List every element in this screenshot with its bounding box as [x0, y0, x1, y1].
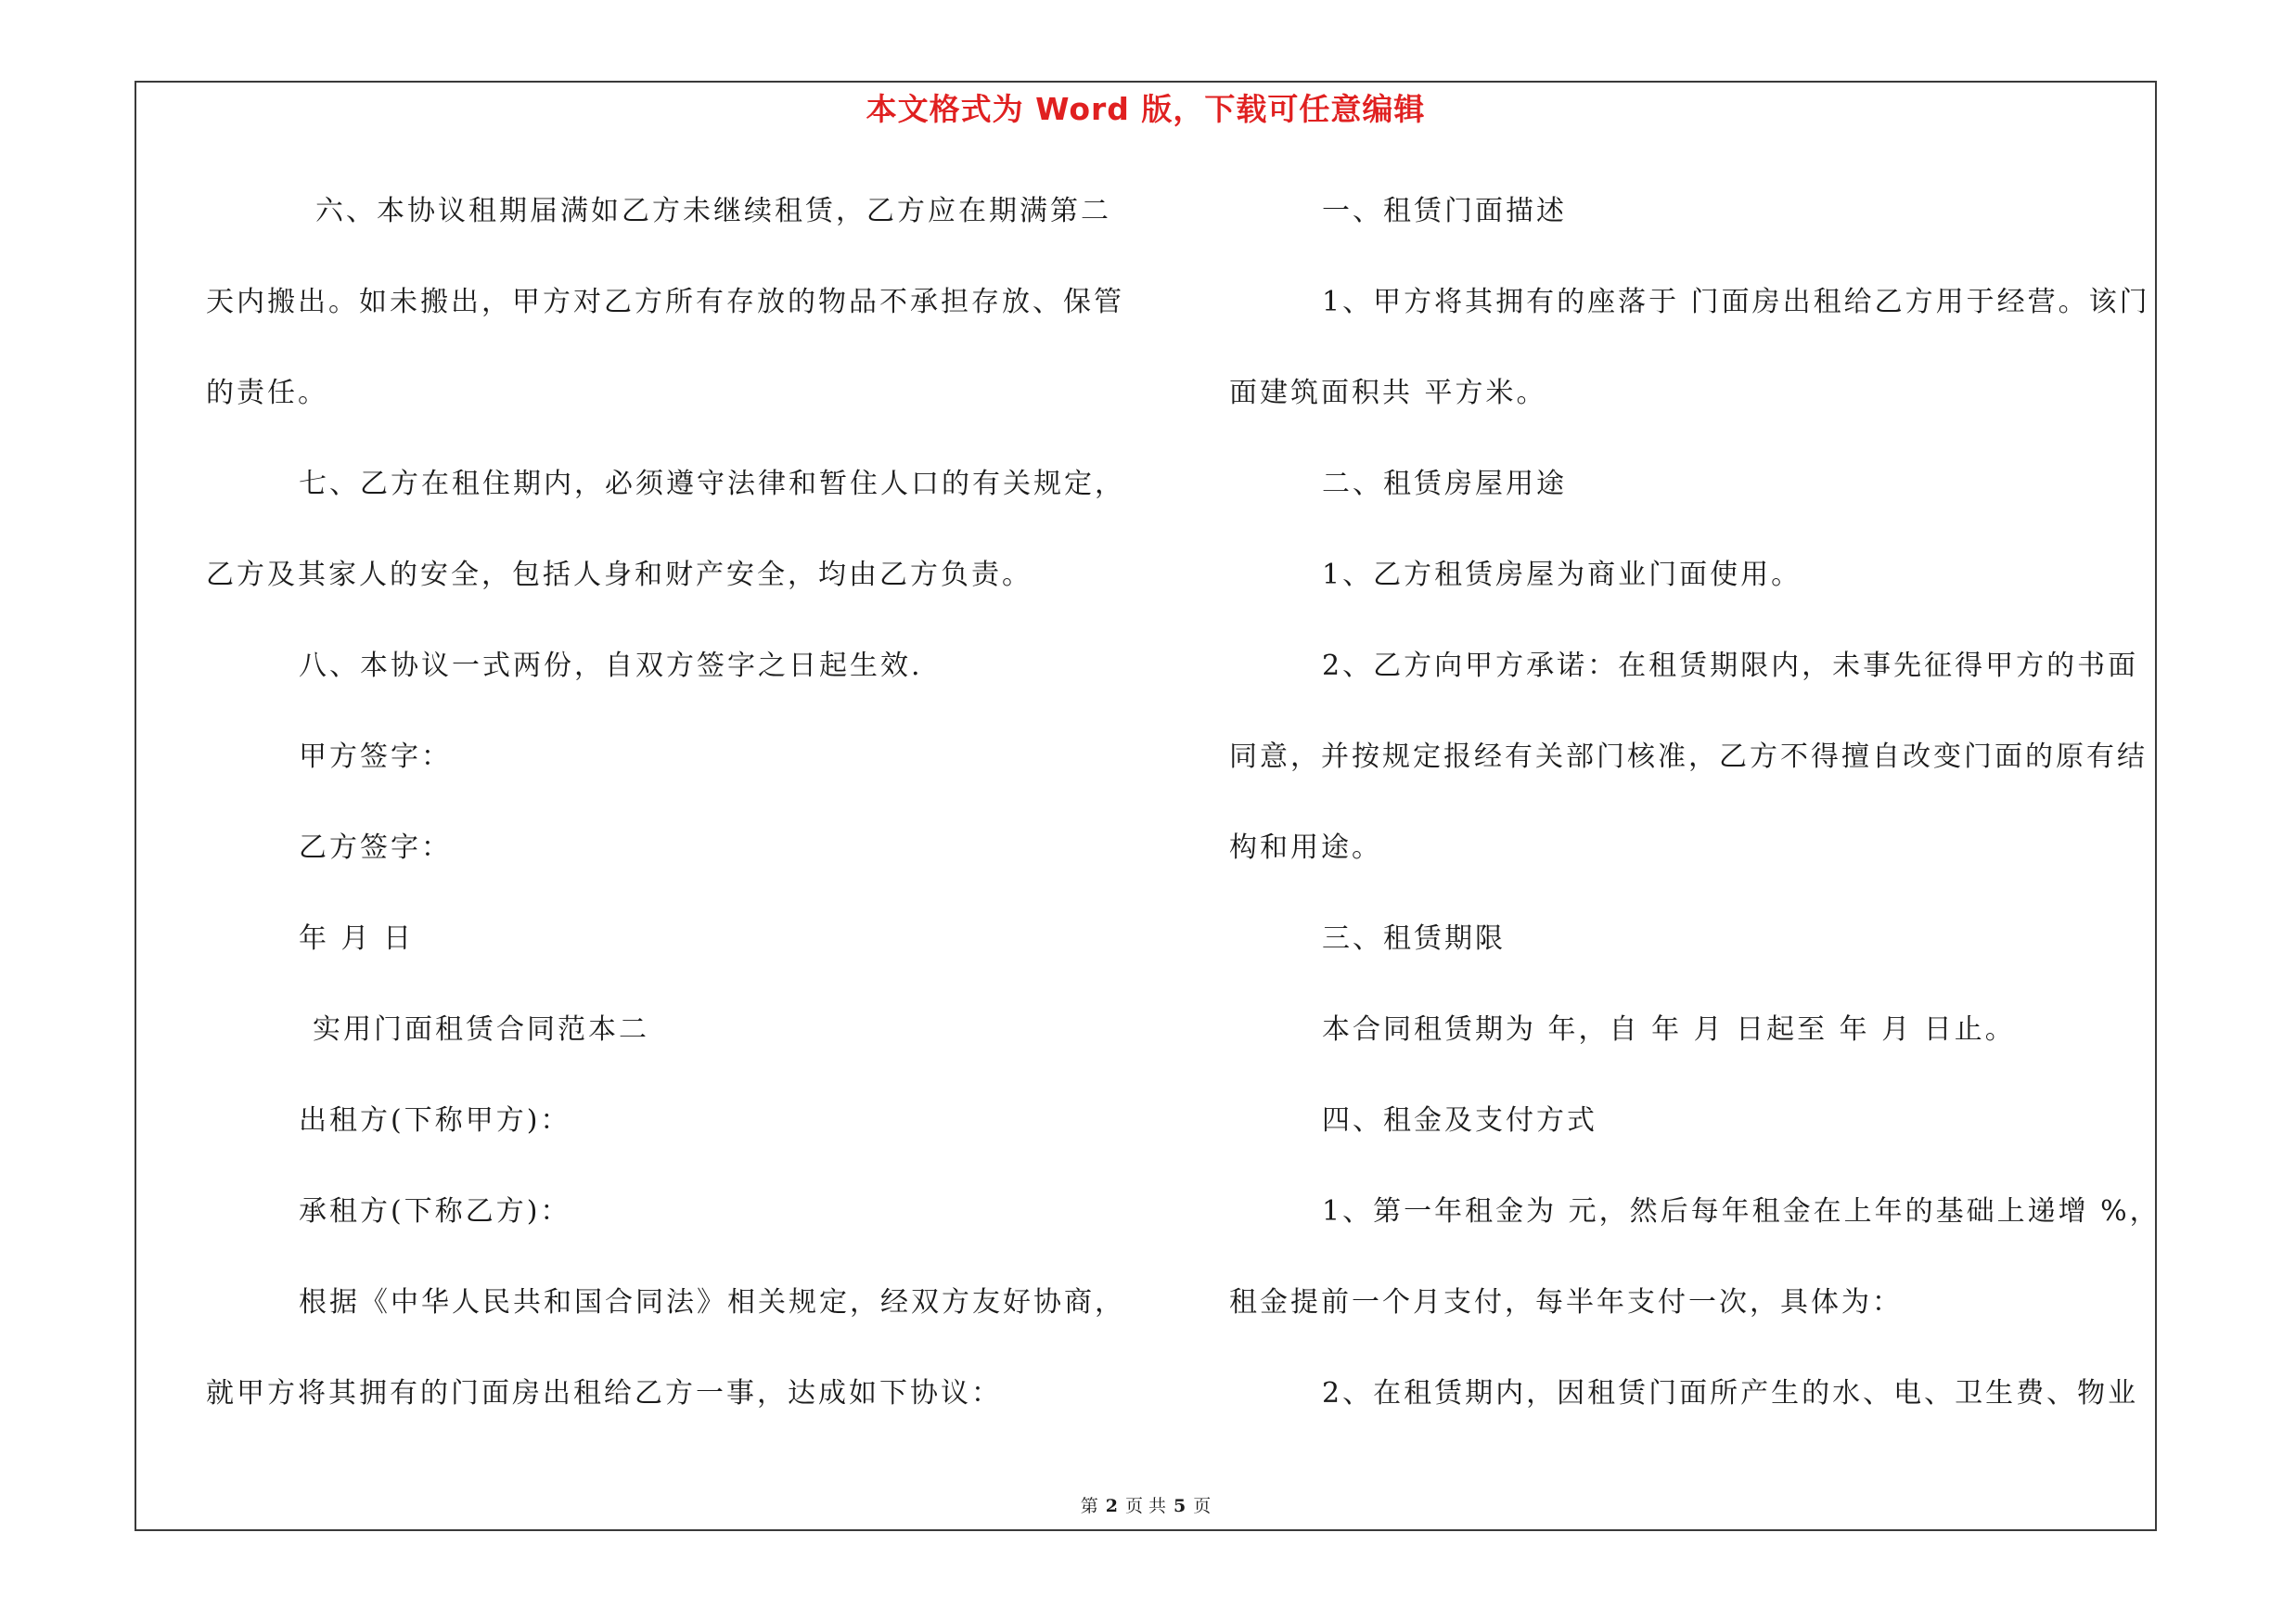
- page-number: 2: [1105, 1496, 1118, 1516]
- section-heading: 三、租赁期限: [1322, 922, 1506, 955]
- lessee-line: 承租方(下称乙方)：: [299, 1195, 571, 1228]
- footer-prefix: 第: [1080, 1496, 1098, 1516]
- right-column: [1229, 184, 2161, 1457]
- section-heading: 四、租金及支付方式: [1322, 1104, 1597, 1137]
- paragraph-line: 租金提前一个月支付，每半年支付一次，具体为：: [1229, 1286, 1903, 1319]
- date-line: 年 月 日: [299, 922, 415, 955]
- paragraph-line: 天内搬出。如未搬出，甲方对乙方所有存放的物品不承担存放、保管: [206, 286, 1124, 318]
- paragraph-line: 1、第一年租金为 元，然后每年租金在上年的基础上递增 %，: [1322, 1195, 2161, 1228]
- paragraph-line: 构和用途。: [1229, 831, 1382, 864]
- section-heading: 二、租赁房屋用途: [1322, 468, 1567, 500]
- section-title: 实用门面租赁合同范本二: [313, 1013, 649, 1046]
- paragraph-line: 2、在租赁期内，因租赁门面所产生的水、电、卫生费、物业: [1322, 1377, 2139, 1410]
- paragraph-line: 同意，并按规定报经有关部门核准，乙方不得擅自改变门面的原有结: [1229, 741, 2148, 773]
- left-column: [206, 184, 1143, 1457]
- signature-label-party-a: 甲方签字：: [299, 741, 452, 773]
- lessor-line: 出租方(下称甲方)：: [299, 1104, 571, 1137]
- paragraph-line: 就甲方将其拥有的门面房出租给乙方一事，达成如下协议：: [206, 1377, 1002, 1410]
- footer-middle: 页 共: [1124, 1496, 1167, 1516]
- paragraph-line: 七、乙方在租住期内，必须遵守法律和暂住人口的有关规定，: [299, 468, 1125, 500]
- paragraph-line: 根据《中华人民共和国合同法》相关规定，经双方友好协商，: [299, 1286, 1125, 1319]
- paragraph-line: 1、甲方将其拥有的座落于 门面房出租给乙方用于经营。该门: [1322, 286, 2150, 318]
- footer-suffix: 页: [1193, 1496, 1212, 1516]
- paragraph-line: 1、乙方租赁房屋为商业门面使用。: [1322, 559, 1802, 591]
- page-footer: [135, 1492, 2157, 1517]
- paragraph-line: 六、本协议租期届满如乙方未继续租赁，乙方应在期满第二: [315, 195, 1111, 227]
- format-notice-banner: 本文格式为 Word 版，下载可任意编辑: [866, 91, 1426, 127]
- section-heading: 一、租赁门面描述: [1322, 195, 1567, 227]
- paragraph-line: 八、本协议一式两份，自双方签字之日起生效.: [299, 650, 923, 682]
- paragraph-line: 乙方及其家人的安全，包括人身和财产安全，均由乙方负责。: [206, 559, 1033, 591]
- paragraph-line: 的责任。: [206, 377, 328, 409]
- paragraph-line: 本合同租赁期为 年，自 年 月 日起至 年 月 日止。: [1322, 1013, 2016, 1046]
- page-total: 5: [1174, 1496, 1186, 1516]
- paragraph-line: 2、乙方向甲方承诺：在租赁期限内，未事先征得甲方的书面: [1322, 650, 2139, 682]
- signature-label-party-b: 乙方签字：: [299, 831, 452, 864]
- paragraph-line: 面建筑面积共 平方米。: [1229, 377, 1547, 409]
